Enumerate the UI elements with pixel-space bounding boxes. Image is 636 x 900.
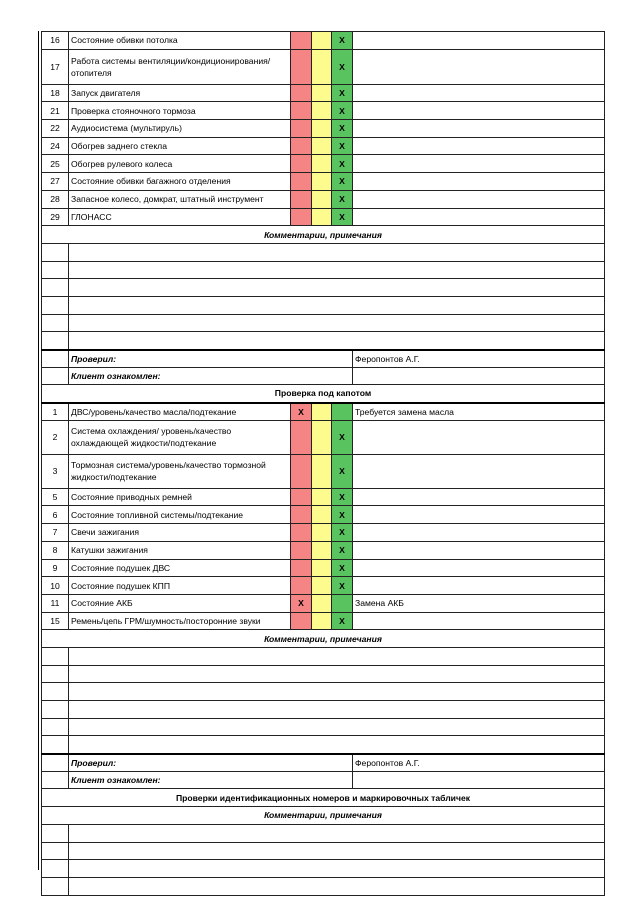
comment-line bbox=[42, 243, 605, 261]
comment-line-field[interactable] bbox=[69, 842, 605, 860]
comment-line bbox=[42, 718, 605, 736]
status-mark-x: X bbox=[339, 562, 345, 573]
status-cell-yellow[interactable] bbox=[312, 84, 332, 102]
item-number: 27 bbox=[42, 173, 69, 191]
item-note[interactable]: Замена АКБ bbox=[353, 594, 605, 612]
item-note[interactable] bbox=[353, 454, 605, 488]
comment-line-field[interactable] bbox=[69, 877, 605, 895]
comment-line bbox=[42, 842, 605, 860]
comment-line-margin bbox=[42, 296, 69, 314]
comment-line-margin bbox=[42, 665, 69, 683]
status-cell-green[interactable] bbox=[332, 173, 353, 191]
status-cell-yellow[interactable] bbox=[312, 577, 332, 595]
checklist-row bbox=[42, 559, 605, 577]
status-cell-green[interactable] bbox=[332, 541, 353, 559]
checklist-row bbox=[42, 173, 605, 191]
comment-line-field[interactable] bbox=[69, 683, 605, 701]
status-cell-red[interactable] bbox=[291, 173, 312, 191]
status-cell-yellow[interactable] bbox=[312, 208, 332, 226]
comment-line-margin bbox=[42, 877, 69, 895]
status-cell-green[interactable] bbox=[332, 155, 353, 173]
item-note[interactable] bbox=[353, 173, 605, 191]
checklist-row bbox=[42, 506, 605, 524]
status-cell-red[interactable] bbox=[291, 208, 312, 226]
status-cell-green[interactable] bbox=[332, 49, 353, 84]
checklist-row bbox=[42, 403, 605, 421]
status-mark-x: X bbox=[298, 406, 304, 417]
item-label: Состояние приводных ремней bbox=[69, 488, 291, 506]
status-cell-red[interactable] bbox=[291, 403, 312, 421]
comment-line-field[interactable] bbox=[69, 332, 605, 350]
checklist-row bbox=[42, 420, 605, 454]
comment-line-margin bbox=[42, 243, 69, 261]
item-number: 3 bbox=[42, 454, 69, 488]
item-number: 28 bbox=[42, 190, 69, 208]
item-number: 24 bbox=[42, 137, 69, 155]
item-note[interactable] bbox=[353, 155, 605, 173]
inspector-name: Феропонтов А.Г. bbox=[353, 754, 605, 772]
item-label: Состояние АКБ bbox=[69, 594, 291, 612]
comments-title: Комментарии, примечания bbox=[42, 630, 605, 648]
item-number: 7 bbox=[42, 524, 69, 542]
status-cell-red[interactable] bbox=[291, 49, 312, 84]
comment-line-margin bbox=[42, 842, 69, 860]
item-note[interactable] bbox=[353, 612, 605, 630]
status-mark-x: X bbox=[339, 432, 345, 443]
status-mark-x: X bbox=[339, 527, 345, 538]
comment-line-field[interactable] bbox=[69, 701, 605, 719]
item-label: Состояние топливной системы/подтекание bbox=[69, 506, 291, 524]
item-number: 21 bbox=[42, 102, 69, 120]
checklist-row bbox=[42, 102, 605, 120]
status-cell-green[interactable] bbox=[332, 190, 353, 208]
comments-header-row bbox=[42, 630, 605, 648]
section-title: Проверка под капотом bbox=[42, 385, 605, 403]
sign-margin bbox=[42, 771, 69, 789]
item-number: 8 bbox=[42, 541, 69, 559]
comment-line-margin bbox=[42, 647, 69, 665]
checklist-row bbox=[42, 32, 605, 50]
item-note[interactable] bbox=[353, 420, 605, 454]
item-number: 29 bbox=[42, 208, 69, 226]
status-mark-x: X bbox=[339, 61, 345, 72]
status-cell-yellow[interactable] bbox=[312, 32, 332, 50]
client-ack-label: Клиент ознакомлен: bbox=[69, 771, 353, 789]
item-note[interactable] bbox=[353, 488, 605, 506]
comment-line-margin bbox=[42, 736, 69, 754]
item-note[interactable] bbox=[353, 84, 605, 102]
comment-line-field[interactable] bbox=[69, 665, 605, 683]
status-cell-green[interactable] bbox=[332, 612, 353, 630]
comment-line-field[interactable] bbox=[69, 718, 605, 736]
comment-line-margin bbox=[42, 279, 69, 297]
comment-line-field[interactable] bbox=[69, 261, 605, 279]
status-cell-yellow[interactable] bbox=[312, 506, 332, 524]
comment-line-field[interactable] bbox=[69, 736, 605, 754]
item-label: Система охлаждения/ уровень/качество охлаждающей жидкости/подтекание bbox=[69, 420, 291, 454]
status-cell-green[interactable] bbox=[332, 594, 353, 612]
status-cell-red[interactable] bbox=[291, 559, 312, 577]
item-note[interactable] bbox=[353, 102, 605, 120]
item-label: Проверка стояночного тормоза bbox=[69, 102, 291, 120]
item-label: Тормозная система/уровень/качество тормозной жидкости/подтекание bbox=[69, 454, 291, 488]
status-cell-yellow[interactable] bbox=[312, 541, 332, 559]
status-mark-x: X bbox=[339, 158, 345, 169]
comment-line-field[interactable] bbox=[69, 296, 605, 314]
item-label: Состояние подушек КПП bbox=[69, 577, 291, 595]
client-ack-row bbox=[42, 367, 605, 385]
status-cell-green[interactable] bbox=[332, 208, 353, 226]
status-cell-yellow[interactable] bbox=[312, 137, 332, 155]
item-label: Запуск двигателя bbox=[69, 84, 291, 102]
comment-line-field[interactable] bbox=[69, 824, 605, 842]
comment-line-field[interactable] bbox=[69, 279, 605, 297]
item-number: 10 bbox=[42, 577, 69, 595]
item-number: 1 bbox=[42, 403, 69, 421]
status-cell-yellow[interactable] bbox=[312, 173, 332, 191]
comment-line-field[interactable] bbox=[69, 243, 605, 261]
status-cell-red[interactable] bbox=[291, 488, 312, 506]
comment-line-margin bbox=[42, 314, 69, 332]
comment-line bbox=[42, 647, 605, 665]
item-label: Ремень/цепь ГРМ/шумность/посторонние звуки bbox=[69, 612, 291, 630]
status-cell-red[interactable] bbox=[291, 577, 312, 595]
item-label: Состояние обивки багажного отделения bbox=[69, 173, 291, 191]
status-cell-green[interactable] bbox=[332, 524, 353, 542]
comment-line bbox=[42, 824, 605, 842]
comment-line-field[interactable] bbox=[69, 647, 605, 665]
status-cell-red[interactable] bbox=[291, 506, 312, 524]
status-cell-red[interactable] bbox=[291, 594, 312, 612]
status-cell-red[interactable] bbox=[291, 420, 312, 454]
item-number: 9 bbox=[42, 559, 69, 577]
item-label: Обогрев заднего стекла bbox=[69, 137, 291, 155]
checked-by-row bbox=[42, 754, 605, 772]
comment-line bbox=[42, 261, 605, 279]
status-mark-x: X bbox=[339, 492, 345, 503]
status-cell-yellow[interactable] bbox=[312, 190, 332, 208]
item-number: 22 bbox=[42, 120, 69, 138]
checklist-row bbox=[42, 208, 605, 226]
comment-line-field[interactable] bbox=[69, 314, 605, 332]
item-number: 5 bbox=[42, 488, 69, 506]
status-cell-yellow[interactable] bbox=[312, 612, 332, 630]
status-mark-x: X bbox=[339, 176, 345, 187]
comment-line bbox=[42, 683, 605, 701]
status-cell-yellow[interactable] bbox=[312, 454, 332, 488]
item-number: 25 bbox=[42, 155, 69, 173]
item-number: 16 bbox=[42, 32, 69, 50]
checked-by-label: Проверил: bbox=[69, 754, 353, 772]
item-note[interactable] bbox=[353, 524, 605, 542]
client-ack-label: Клиент ознакомлен: bbox=[69, 367, 353, 385]
status-cell-yellow[interactable] bbox=[312, 488, 332, 506]
comment-line-margin bbox=[42, 718, 69, 736]
status-mark-x: X bbox=[339, 211, 345, 222]
status-cell-red[interactable] bbox=[291, 32, 312, 50]
section-title: Проверки идентификационных номеров и маркировочных табличек bbox=[42, 789, 605, 807]
status-cell-red[interactable] bbox=[291, 541, 312, 559]
item-label: Обогрев рулевого колеса bbox=[69, 155, 291, 173]
item-label: Состояние обивки потолка bbox=[69, 32, 291, 50]
status-cell-green[interactable] bbox=[332, 506, 353, 524]
inspection-sheet bbox=[38, 31, 606, 870]
status-mark-x: X bbox=[339, 35, 345, 46]
item-note[interactable] bbox=[353, 190, 605, 208]
status-mark-x: X bbox=[298, 598, 304, 609]
status-cell-green[interactable] bbox=[332, 120, 353, 138]
checklist-row bbox=[42, 190, 605, 208]
item-number: 15 bbox=[42, 612, 69, 630]
status-mark-x: X bbox=[339, 615, 345, 626]
comments-title: Комментарии, примечания bbox=[42, 226, 605, 244]
comment-line bbox=[42, 314, 605, 332]
status-cell-green[interactable] bbox=[332, 137, 353, 155]
status-cell-green[interactable] bbox=[332, 577, 353, 595]
item-note[interactable] bbox=[353, 32, 605, 50]
status-cell-green[interactable] bbox=[332, 84, 353, 102]
status-cell-green[interactable] bbox=[332, 454, 353, 488]
comment-line-margin bbox=[42, 332, 69, 350]
checked-by-label: Проверил: bbox=[69, 350, 353, 368]
checklist-row bbox=[42, 120, 605, 138]
section-header-row bbox=[42, 789, 605, 807]
checklist-row bbox=[42, 488, 605, 506]
status-cell-yellow[interactable] bbox=[312, 102, 332, 120]
comment-line bbox=[42, 736, 605, 754]
status-mark-x: X bbox=[339, 545, 345, 556]
checked-by-row bbox=[42, 350, 605, 368]
status-cell-red[interactable] bbox=[291, 524, 312, 542]
status-cell-green[interactable] bbox=[332, 403, 353, 421]
comments-title: Комментарии, примечания bbox=[42, 807, 605, 825]
inspection-table bbox=[41, 31, 605, 896]
comment-line bbox=[42, 860, 605, 878]
comment-line-margin bbox=[42, 701, 69, 719]
status-mark-x: X bbox=[339, 509, 345, 520]
status-cell-red[interactable] bbox=[291, 120, 312, 138]
comments-header-row bbox=[42, 226, 605, 244]
sign-margin bbox=[42, 367, 69, 385]
status-mark-x: X bbox=[339, 141, 345, 152]
item-number: 18 bbox=[42, 84, 69, 102]
item-label: Работа системы вентиляции/кондиционирования/ отопителя bbox=[69, 49, 291, 84]
status-mark-x: X bbox=[339, 194, 345, 205]
item-number: 6 bbox=[42, 506, 69, 524]
sign-margin bbox=[42, 754, 69, 772]
item-note[interactable] bbox=[353, 506, 605, 524]
item-note[interactable] bbox=[353, 541, 605, 559]
status-cell-yellow[interactable] bbox=[312, 524, 332, 542]
item-note[interactable] bbox=[353, 120, 605, 138]
status-mark-x: X bbox=[339, 123, 345, 134]
status-cell-yellow[interactable] bbox=[312, 403, 332, 421]
item-label: ДВС/уровень/качество масла/подтекание bbox=[69, 403, 291, 421]
item-label: Состояние подушек ДВС bbox=[69, 559, 291, 577]
checklist-row bbox=[42, 49, 605, 84]
checklist-row bbox=[42, 612, 605, 630]
checklist-row bbox=[42, 577, 605, 595]
left-margin-line bbox=[38, 31, 39, 870]
comment-line bbox=[42, 279, 605, 297]
item-note[interactable] bbox=[353, 49, 605, 84]
checklist-row bbox=[42, 594, 605, 612]
checklist-row bbox=[42, 454, 605, 488]
status-cell-red[interactable] bbox=[291, 612, 312, 630]
status-cell-green[interactable] bbox=[332, 420, 353, 454]
status-cell-green[interactable] bbox=[332, 488, 353, 506]
status-cell-green[interactable] bbox=[332, 32, 353, 50]
section-header-row bbox=[42, 385, 605, 403]
status-mark-x: X bbox=[339, 466, 345, 477]
comment-line bbox=[42, 332, 605, 350]
status-cell-yellow[interactable] bbox=[312, 420, 332, 454]
item-label: Аудиосистема (мультируль) bbox=[69, 120, 291, 138]
inspector-name: Феропонтов А.Г. bbox=[353, 350, 605, 368]
item-number: 17 bbox=[42, 49, 69, 84]
status-cell-yellow[interactable] bbox=[312, 594, 332, 612]
item-note[interactable] bbox=[353, 137, 605, 155]
comment-line-margin bbox=[42, 261, 69, 279]
status-cell-green[interactable] bbox=[332, 559, 353, 577]
status-cell-yellow[interactable] bbox=[312, 155, 332, 173]
comment-line-field[interactable] bbox=[69, 860, 605, 878]
item-label: Свечи зажигания bbox=[69, 524, 291, 542]
comment-line-margin bbox=[42, 683, 69, 701]
status-mark-x: X bbox=[339, 88, 345, 99]
comment-line bbox=[42, 701, 605, 719]
item-label: ГЛОНАСС bbox=[69, 208, 291, 226]
item-label: Катушки зажигания bbox=[69, 541, 291, 559]
status-cell-red[interactable] bbox=[291, 190, 312, 208]
status-cell-red[interactable] bbox=[291, 155, 312, 173]
status-cell-red[interactable] bbox=[291, 137, 312, 155]
checklist-row bbox=[42, 155, 605, 173]
item-note[interactable] bbox=[353, 559, 605, 577]
status-cell-green[interactable] bbox=[332, 102, 353, 120]
status-mark-x: X bbox=[339, 105, 345, 116]
checklist-row bbox=[42, 541, 605, 559]
checklist-row bbox=[42, 84, 605, 102]
client-signature-field[interactable] bbox=[353, 367, 605, 385]
comments-header-row bbox=[42, 807, 605, 825]
client-ack-row bbox=[42, 771, 605, 789]
item-note[interactable] bbox=[353, 208, 605, 226]
status-mark-x: X bbox=[339, 580, 345, 591]
checklist-row bbox=[42, 524, 605, 542]
comment-line-margin bbox=[42, 860, 69, 878]
sign-margin bbox=[42, 350, 69, 368]
client-signature-field[interactable] bbox=[353, 771, 605, 789]
status-cell-yellow[interactable] bbox=[312, 49, 332, 84]
status-cell-yellow[interactable] bbox=[312, 559, 332, 577]
item-note[interactable]: Требуется замена масла bbox=[353, 403, 605, 421]
comment-line bbox=[42, 296, 605, 314]
comment-line-margin bbox=[42, 824, 69, 842]
status-cell-red[interactable] bbox=[291, 84, 312, 102]
status-cell-red[interactable] bbox=[291, 102, 312, 120]
comment-line bbox=[42, 665, 605, 683]
item-number: 2 bbox=[42, 420, 69, 454]
status-cell-red[interactable] bbox=[291, 454, 312, 488]
comment-line bbox=[42, 877, 605, 895]
status-cell-yellow[interactable] bbox=[312, 120, 332, 138]
item-number: 11 bbox=[42, 594, 69, 612]
item-note[interactable] bbox=[353, 577, 605, 595]
item-label: Запасное колесо, домкрат, штатный инструмент bbox=[69, 190, 291, 208]
checklist-row bbox=[42, 137, 605, 155]
